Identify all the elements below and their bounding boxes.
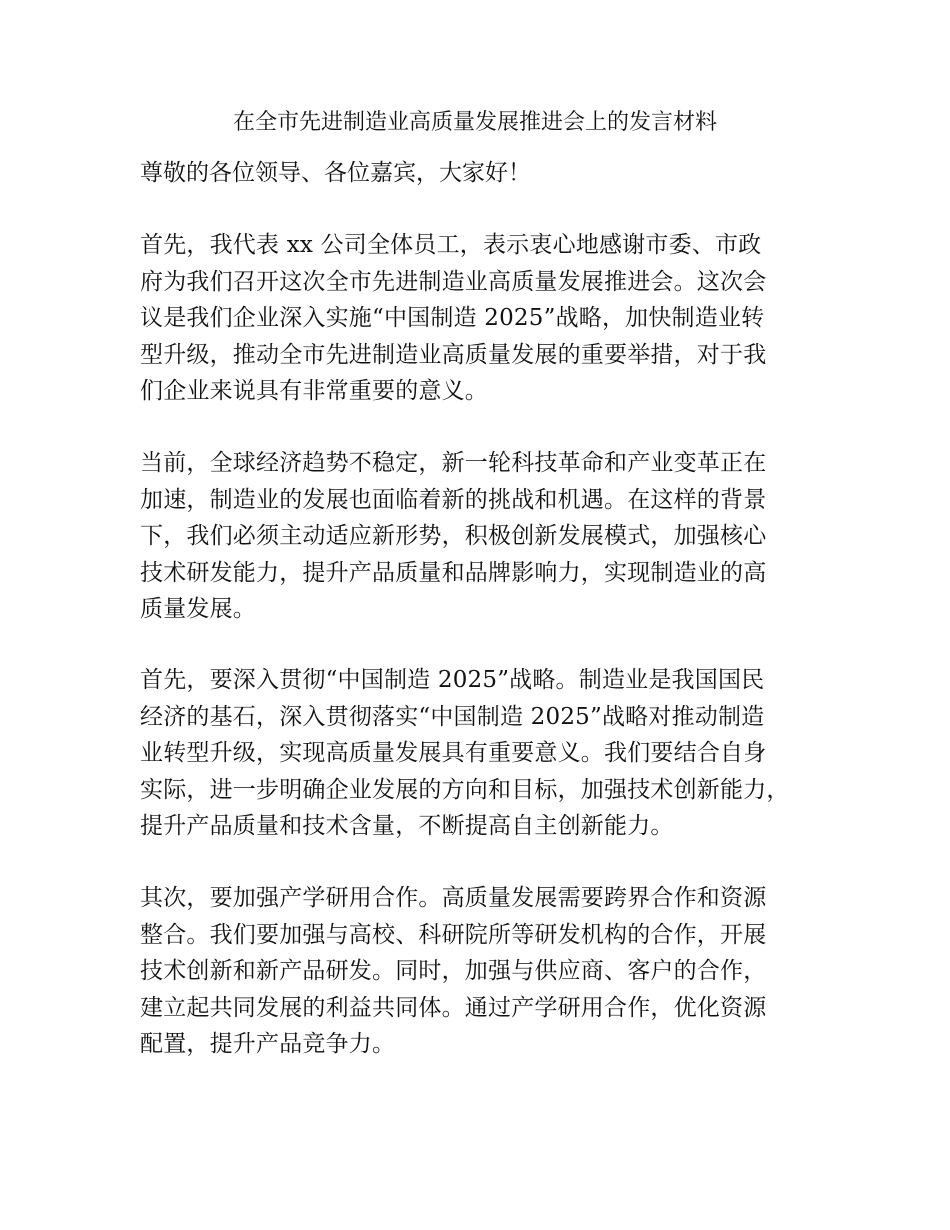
- paragraph-line: 技术创新和新产品研发。同时，加强与供应商、客户的合作，: [140, 958, 767, 984]
- paragraph-line: 实际，进一步明确企业发展的方向和目标，加强技术创新能力，: [140, 776, 790, 803]
- greeting-line: 尊敬的各位领导、各位嘉宾，大家好！: [140, 160, 531, 186]
- paragraph-line: 经济的基石，深入贯彻落实“中国制造 2025”战略对推动制造: [140, 703, 765, 730]
- paragraph-line: 们企业来说具有非常重要的意义。: [140, 378, 488, 404]
- paragraph-line: 首先，我代表 xx 公司全体员工，表示衷心地感谢市委、市政: [140, 232, 762, 258]
- paragraph-3: [140, 662, 840, 845]
- paragraph-line: 技术研发能力，提升产品质量和品牌影响力，实现制造业的高: [140, 559, 767, 586]
- paragraph-line: 业转型升级，实现高质量发展具有重要意义。我们要结合自身: [140, 740, 767, 766]
- paragraph-line: 首先，要深入贯彻“中国制造 2025”战略。制造业是我国国民: [140, 667, 765, 693]
- paragraph-line: 整合。我们要加强与高校、科研院所等研发机构的合作，开展: [140, 921, 767, 948]
- paragraph-line: 建立起共同发展的利益共同体。通过产学研用合作，优化资源: [140, 994, 767, 1021]
- paragraph-line: 加速，制造业的发展也面临着新的挑战和机遇。在这样的背景: [140, 486, 767, 513]
- paragraph-line: 当前，全球经济趋势不稳定，新一轮科技革命和产业变革正在: [140, 450, 767, 476]
- paragraph-line: 议是我们企业深入实施“中国制造 2025”战略，加快制造业转: [140, 305, 765, 331]
- paragraph-1: [140, 227, 840, 410]
- paragraph-line: 型升级，推动全市先进制造业高质量发展的重要举措，对于我: [140, 341, 767, 368]
- paragraph-2: [140, 445, 840, 628]
- document-title: 在全市先进制造业高质量发展推进会上的发言材料: [232, 110, 717, 135]
- paragraph-line: 下，我们必须主动适应新形势，积极创新发展模式，加强核心: [140, 523, 767, 549]
- paragraph-line: 提升产品质量和技术含量，不断提高自主创新能力。: [140, 813, 674, 839]
- paragraph-line: 府为我们召开这次全市先进制造业高质量发展推进会。这次会: [140, 268, 767, 295]
- paragraph-line: 质量发展。: [140, 596, 256, 622]
- paragraph-line: 其次，要加强产学研用合作。高质量发展需要跨界合作和资源: [140, 885, 767, 911]
- paragraph-line: 配置，提升产品竞争力。: [140, 1031, 396, 1057]
- paragraph-4: [140, 880, 840, 1063]
